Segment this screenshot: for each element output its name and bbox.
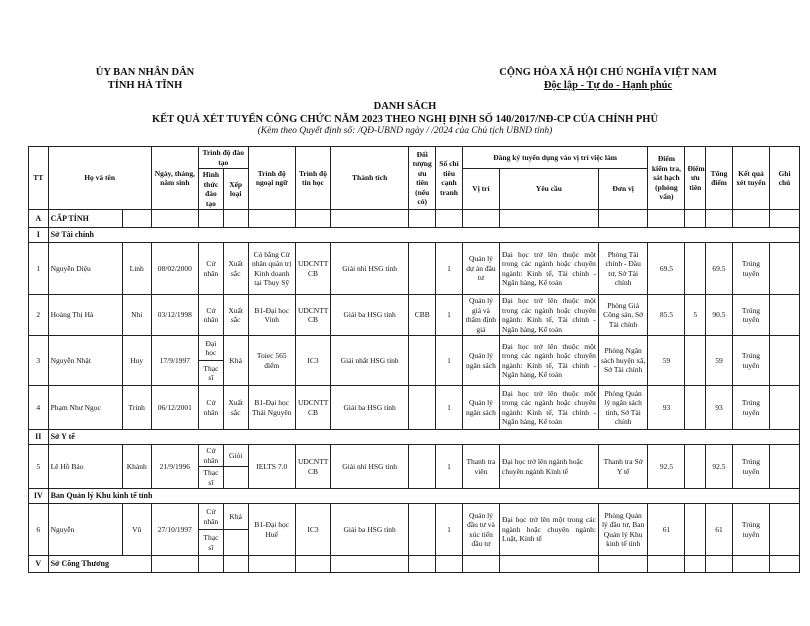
- row-total: 93: [706, 386, 733, 430]
- col-grade: Xếp loại: [223, 169, 248, 210]
- row-first-name: Vũ: [122, 504, 151, 556]
- row-result: Trúng tuyển: [732, 295, 769, 336]
- row-first-name: Huy: [122, 336, 151, 386]
- col-note: Ghi chú: [769, 147, 799, 210]
- document-title: [0, 100, 810, 126]
- row-total: 61: [706, 504, 733, 556]
- col-registration: Đăng ký tuyển dụng vào vị trí việc làm: [462, 147, 648, 169]
- row-training-form: Cử nhân: [199, 445, 224, 467]
- section-label: Sở Y tế: [48, 430, 799, 445]
- row-grade-2: [223, 530, 248, 556]
- row-result: Trúng tuyển: [732, 243, 769, 295]
- row-achievement: Giải ba HSG tỉnh: [330, 386, 408, 430]
- col-dob: Ngày, tháng, năm sinh: [151, 147, 198, 210]
- row-training-form: Cử nhân: [199, 504, 224, 530]
- authority-line2: TỈNH HÀ TĨNH: [107, 80, 183, 91]
- section-label: Sở Tài chính: [48, 228, 799, 243]
- row-achievement: Giải nhì HSG tỉnh: [330, 445, 408, 489]
- authority-line1: ỦY BAN NHÂN DÂN: [95, 67, 195, 78]
- row-requirement: Đại học trở lên thuộc một trong các ngành hoặc chuyên ngành: Kinh tế, Tài chính - Ngân hàng, Kế toán: [499, 336, 598, 386]
- row-position: Quản lý dự án đầu tư: [462, 243, 499, 295]
- issuing-authority: [60, 66, 230, 92]
- row-grade: Giỏi: [223, 445, 248, 467]
- section-row: [29, 489, 800, 504]
- row-bonus: [685, 504, 706, 556]
- row-dob: 03/12/1998: [151, 295, 198, 336]
- row-result: Trúng tuyển: [732, 386, 769, 430]
- national-motto: [468, 66, 748, 92]
- row-requirement: Đại học trở lên một trong các ngành hoặc chuyên ngành: Luật, Kinh tế: [499, 504, 598, 556]
- row-position: Quản lý ngân sách: [462, 336, 499, 386]
- motto-line1: CỘNG HÒA XÃ HỘI CHỦ NGHĨA VIỆT NAM: [499, 67, 717, 78]
- row-first-name: Khánh: [122, 445, 151, 489]
- col-name: Họ và tên: [48, 147, 151, 210]
- row-last-name: Phạm Như Ngọc: [48, 386, 122, 430]
- row-priority: [409, 243, 436, 295]
- row-position: Quản lý giá và thẩm định giá: [462, 295, 499, 336]
- row-position: Thanh tra viên: [462, 445, 499, 489]
- row-quota: 1: [436, 336, 463, 386]
- row-foreign-lang: B1-Đại học Vinh: [248, 295, 295, 336]
- results-table: [28, 146, 800, 573]
- row-priority: [409, 386, 436, 430]
- row-priority: [409, 445, 436, 489]
- row-achievement: Giải nhất HSG tỉnh: [330, 336, 408, 386]
- col-priority: Đối tượng ưu tiên (nếu có): [409, 147, 436, 210]
- row-result: Trúng tuyển: [732, 504, 769, 556]
- row-first-name: Linh: [122, 243, 151, 295]
- col-score: Điểm kiểm tra, sát hạch (phỏng vấn): [648, 147, 685, 210]
- row-training-form-2: Thạc sĩ: [199, 467, 224, 489]
- row-tt: 1: [29, 243, 49, 295]
- row-bonus: [685, 386, 706, 430]
- row-requirement: Đại học trở lên thuộc một trong các ngành hoặc chuyên ngành: Kinh tế, Tài chính - Ngân hàng, Kế toán: [499, 243, 598, 295]
- row-training-form: Cử nhân: [199, 243, 224, 295]
- row-tt: 5: [29, 445, 49, 489]
- col-total: Tổng điểm: [706, 147, 733, 210]
- row-result: Trúng tuyển: [732, 445, 769, 489]
- row-bonus: [685, 336, 706, 386]
- section-code: II: [29, 430, 49, 445]
- row-last-name: Nguyễn: [48, 504, 122, 556]
- row-unit: Thanh tra Sở Y tế: [598, 445, 647, 489]
- row-bonus: [685, 243, 706, 295]
- row-requirement: Đại học trở lên thuộc một trong các ngành hoặc chuyên ngành: Kinh tế, Tài chính - Ngân hàng, Kế toán: [499, 386, 598, 430]
- row-tt: 2: [29, 295, 49, 336]
- row-it: UDCNTT CB: [295, 386, 330, 430]
- row-training-form-2: Thạc sĩ: [199, 361, 224, 386]
- row-quota: 1: [436, 504, 463, 556]
- section-label: CẤP TỈNH: [48, 210, 122, 228]
- section-code: V: [29, 556, 49, 573]
- row-score: 59: [648, 336, 685, 386]
- row-training-form: Cử nhân: [199, 295, 224, 336]
- col-tt: TT: [29, 147, 49, 210]
- row-foreign-lang: IELTS 7.0: [248, 445, 295, 489]
- row-unit: Phòng Quản lý ngân sách tỉnh, Sở Tài chính: [598, 386, 647, 430]
- row-position: Quản lý đầu tư và xúc tiến đầu tư: [462, 504, 499, 556]
- section-code: IV: [29, 489, 49, 504]
- row-last-name: Lê Hồ Bảo: [48, 445, 122, 489]
- row-last-name: Nguyễn Nhật: [48, 336, 122, 386]
- row-quota: 1: [436, 243, 463, 295]
- col-result: Kết quả xét tuyển: [732, 147, 769, 210]
- motto-line2: Độc lập - Tự do - Hạnh phúc: [543, 80, 673, 91]
- row-score: 92.5: [648, 445, 685, 489]
- row-it: UDCNTT CB: [295, 243, 330, 295]
- row-priority: [409, 504, 436, 556]
- row-dob: 27/10/1997: [151, 504, 198, 556]
- row-priority: CBB: [409, 295, 436, 336]
- col-position: Vị trí: [462, 169, 499, 210]
- section-code: A: [29, 210, 49, 228]
- col-it: Trình độ tin học: [295, 147, 330, 210]
- row-requirement: Đại học trở lên ngành hoặc chuyên ngành Kinh tế: [499, 445, 598, 489]
- col-training-form: Hình thức đào tạo: [199, 169, 224, 210]
- row-unit: Phòng Giá Công sản, Sở Tài chính: [598, 295, 647, 336]
- row-requirement: Đại học trở lên thuộc một trong các ngành hoặc chuyên ngành: Kinh tế, Tài chính - Ngân hàng, Kế toán: [499, 295, 598, 336]
- row-foreign-lang: Có bằng Cử nhân quản trị Kinh doanh tại Thụy Sỹ: [248, 243, 295, 295]
- row-unit: Phòng Ngân sách huyện xã, Sở Tài chính: [598, 336, 647, 386]
- row-note: [769, 386, 799, 430]
- row-grade: Xuất sắc: [223, 386, 248, 430]
- row-score: 61: [648, 504, 685, 556]
- row-foreign-lang: B1-Đại học Thái Nguyên: [248, 386, 295, 430]
- row-it: IC3: [295, 504, 330, 556]
- row-foreign-lang: Toiec 565 điểm: [248, 336, 295, 386]
- row-training-form: Đại học: [199, 336, 224, 361]
- row-total: 90.5: [706, 295, 733, 336]
- row-dob: 17/9/1997: [151, 336, 198, 386]
- document-subtitle: (Kèm theo Quyết định số: /QĐ-UBND ngày / /2024 của Chủ tịch UBND tỉnh): [257, 126, 553, 136]
- section-row: [29, 430, 800, 445]
- row-total: 59: [706, 336, 733, 386]
- row-total: 92.5: [706, 445, 733, 489]
- row-first-name: Nhi: [122, 295, 151, 336]
- row-tt: 4: [29, 386, 49, 430]
- row-note: [769, 295, 799, 336]
- table-row: [29, 445, 800, 467]
- row-score: 93: [648, 386, 685, 430]
- row-bonus: [685, 445, 706, 489]
- row-achievement: Giải ba HSG tỉnh: [330, 295, 408, 336]
- row-unit: Phòng Tài chính - Đầu tư, Sở Tài chính: [598, 243, 647, 295]
- row-last-name: Hoàng Thị Hà: [48, 295, 122, 336]
- table-row: [29, 243, 800, 295]
- col-achievement: Thành tích: [330, 147, 408, 210]
- row-position: Quản lý ngân sách: [462, 386, 499, 430]
- col-foreign-lang: Trình độ ngoại ngữ: [248, 147, 295, 210]
- col-quota: Số chỉ tiêu cạnh tranh: [436, 147, 463, 210]
- row-it: UDCNTT CB: [295, 295, 330, 336]
- row-training-form-2: Thạc sĩ: [199, 530, 224, 556]
- row-first-name: Trinh: [122, 386, 151, 430]
- row-bonus: 5: [685, 295, 706, 336]
- title-line2: KẾT QUẢ XÉT TUYỂN CÔNG CHỨC NĂM 2023 THEO NGHỊ ĐỊNH SỐ 140/2017/NĐ-CP CỦA CHÍNH PHỦ: [151, 114, 659, 125]
- section-row: [29, 228, 800, 243]
- row-result: Trúng tuyển: [732, 336, 769, 386]
- row-total: 69.5: [706, 243, 733, 295]
- table-row: [29, 295, 800, 336]
- col-bonus: Điểm ưu tiên: [685, 147, 706, 210]
- row-last-name: Nguyễn Diệu: [48, 243, 122, 295]
- col-training: Trình độ đào tạo: [199, 147, 248, 169]
- row-quota: 1: [436, 295, 463, 336]
- row-tt: 6: [29, 504, 49, 556]
- section-code: I: [29, 228, 49, 243]
- row-priority: [409, 336, 436, 386]
- table-row: [29, 336, 800, 361]
- row-grade-2: [223, 467, 248, 489]
- row-tt: 3: [29, 336, 49, 386]
- row-grade: Xuất sắc: [223, 295, 248, 336]
- row-achievement: Giải ba HSG tỉnh: [330, 504, 408, 556]
- row-unit: Phòng Quản lý đầu tư, Ban Quản lý Khu kinh tế tỉnh: [598, 504, 647, 556]
- section-label: Sở Công Thương: [48, 556, 151, 573]
- row-score: 69.5: [648, 243, 685, 295]
- row-note: [769, 336, 799, 386]
- col-unit: Đơn vị: [598, 169, 647, 210]
- row-dob: 06/12/2001: [151, 386, 198, 430]
- row-note: [769, 445, 799, 489]
- row-grade: Xuất sắc: [223, 243, 248, 295]
- row-it: IC3: [295, 336, 330, 386]
- row-grade: Khá: [223, 336, 248, 386]
- col-requirement: Yêu cầu: [499, 169, 598, 210]
- section-row: [29, 210, 800, 228]
- row-training-form: Cử nhân: [199, 386, 224, 430]
- title-line1: DANH SÁCH: [373, 101, 437, 112]
- row-it: UDCNTT CB: [295, 445, 330, 489]
- row-foreign-lang: B1-Đại học Huế: [248, 504, 295, 556]
- table-row: [29, 386, 800, 430]
- row-dob: 21/9/1996: [151, 445, 198, 489]
- row-quota: 1: [436, 386, 463, 430]
- table-row: [29, 504, 800, 530]
- section-label: Ban Quản lý Khu kinh tế tỉnh: [48, 489, 799, 504]
- row-dob: 08/02/2000: [151, 243, 198, 295]
- section-row: [29, 556, 800, 573]
- row-grade: Khá: [223, 504, 248, 530]
- row-score: 85.5: [648, 295, 685, 336]
- row-note: [769, 243, 799, 295]
- row-achievement: Giải nhì HSG tỉnh: [330, 243, 408, 295]
- row-quota: 1: [436, 445, 463, 489]
- row-note: [769, 504, 799, 556]
